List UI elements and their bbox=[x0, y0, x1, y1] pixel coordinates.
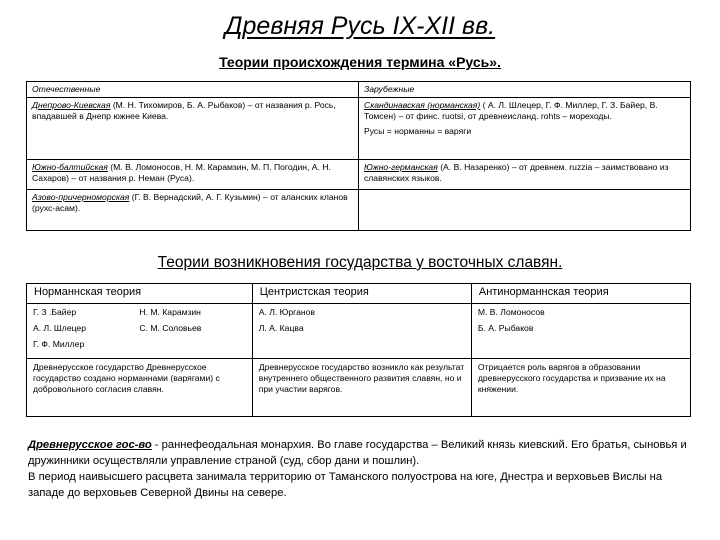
paragraph-text: - раннефеодальная монархия. Во главе государства – Великий князь киевский. Его братья, сыновья и дружинники осуществляли управление страной (суд, сбор дани и пошлин). bbox=[28, 439, 687, 467]
theory-cell bbox=[359, 160, 691, 190]
table-row bbox=[27, 284, 691, 304]
historian-name: А. Л. Юрганов bbox=[258, 307, 315, 317]
header-foreign: Зарубежные bbox=[359, 82, 691, 98]
theory-description: Древнерусское государство возникло как результат внутреннего общественного развития славян, но и при участии варягов. bbox=[252, 359, 471, 417]
theory-term: Скандинавская (норманская) bbox=[364, 100, 481, 110]
antinorman-names-cell bbox=[471, 304, 690, 359]
paragraph-text: В период наивысшего расцвета занимала территорию от Таманского полуострова на юге, Днестра и верховьев Вислы на западе до верховьев Северной Двины на севере. bbox=[28, 471, 663, 499]
table-row bbox=[27, 304, 691, 359]
page-title: Древняя Русь IX-XII вв. bbox=[224, 12, 496, 40]
header-centrist: Центристская теория bbox=[252, 284, 471, 304]
theory-cell bbox=[27, 160, 359, 190]
table-row bbox=[27, 98, 691, 160]
theory-cell bbox=[27, 98, 359, 160]
theory-cell bbox=[359, 98, 691, 160]
theory-description: Древнерусское государство Древнерусское государство создано норманнами (варягами) с добровольного согласия славян. bbox=[27, 359, 253, 417]
paragraph-term: Древнерусское гос-во bbox=[28, 439, 152, 451]
header-antinorman: Антинорманнская теория bbox=[471, 284, 690, 304]
theory-text: (М. Н. Тихомиров, Б. А. Рыбаков) – от названия р. Рось, впадавшей в Днепр южнее Киева. bbox=[32, 100, 336, 121]
historian-name: Н. М. Карамзин bbox=[139, 307, 201, 317]
table-row bbox=[27, 190, 691, 231]
state-theories-heading: Теории возникновения государства у восточных славян. bbox=[157, 254, 563, 271]
historian-name: С. М. Соловьев bbox=[139, 323, 202, 333]
header-domestic: Отечественные bbox=[27, 82, 359, 98]
theory-term: Южно-германская bbox=[364, 162, 438, 172]
theory-term: Южно-балтийская bbox=[32, 162, 108, 172]
origin-theories-table bbox=[26, 81, 691, 231]
theory-term: Днепрово-Киевская bbox=[32, 100, 111, 110]
historian-name: Г. Ф. Миллер bbox=[33, 339, 85, 349]
theory-text: ( А. Л. Шлецер, Г. Ф. Миллер, Г. З. Байер, В. Томсен) – от финс. ruotsi, от древнеисланд. rohts – мореходы. bbox=[364, 100, 658, 121]
theory-description: Отрицается роль варягов в образовании древнерусского государства и призвание их на княжении. bbox=[471, 359, 690, 417]
norman-names-cell bbox=[27, 304, 253, 359]
theory-note: Русы = норманны = варяги bbox=[364, 126, 472, 136]
theory-text: (А. В. Назаренко) – от древнем. ruzzia – заимствовано из славянских языков. bbox=[364, 162, 669, 183]
theory-text: (Г. В. Вернадский, А. Г. Кузьмин) – от аланских кланов (рухс-асам). bbox=[32, 192, 348, 213]
empty-cell bbox=[359, 190, 691, 231]
historian-name: А. Л. Шлецер bbox=[33, 323, 86, 333]
centrist-names-cell bbox=[252, 304, 471, 359]
origin-theories-heading: Теории происхождения термина «Русь». bbox=[219, 54, 501, 70]
historian-name: Г. З .Байер bbox=[33, 307, 77, 317]
state-theories-table bbox=[26, 283, 691, 417]
table-row bbox=[27, 82, 691, 98]
table-row bbox=[27, 359, 691, 417]
theory-cell bbox=[27, 190, 359, 231]
theory-text: (М. В. Ломоносов, Н. М. Карамзин, М. П. Погодин, А. Н. Сахаров) – от названия р. Неман (Руса). bbox=[32, 162, 331, 183]
historian-name: Б. А. Рыбаков bbox=[477, 323, 534, 333]
theory-term: Азово-причерноморская bbox=[32, 192, 130, 202]
historian-name: М. В. Ломоносов bbox=[477, 307, 545, 317]
table-row bbox=[27, 160, 691, 190]
historian-name: Л. А. Кацва bbox=[258, 323, 304, 333]
state-description-paragraph bbox=[28, 437, 698, 501]
header-norman: Норманнская теория bbox=[27, 284, 253, 304]
